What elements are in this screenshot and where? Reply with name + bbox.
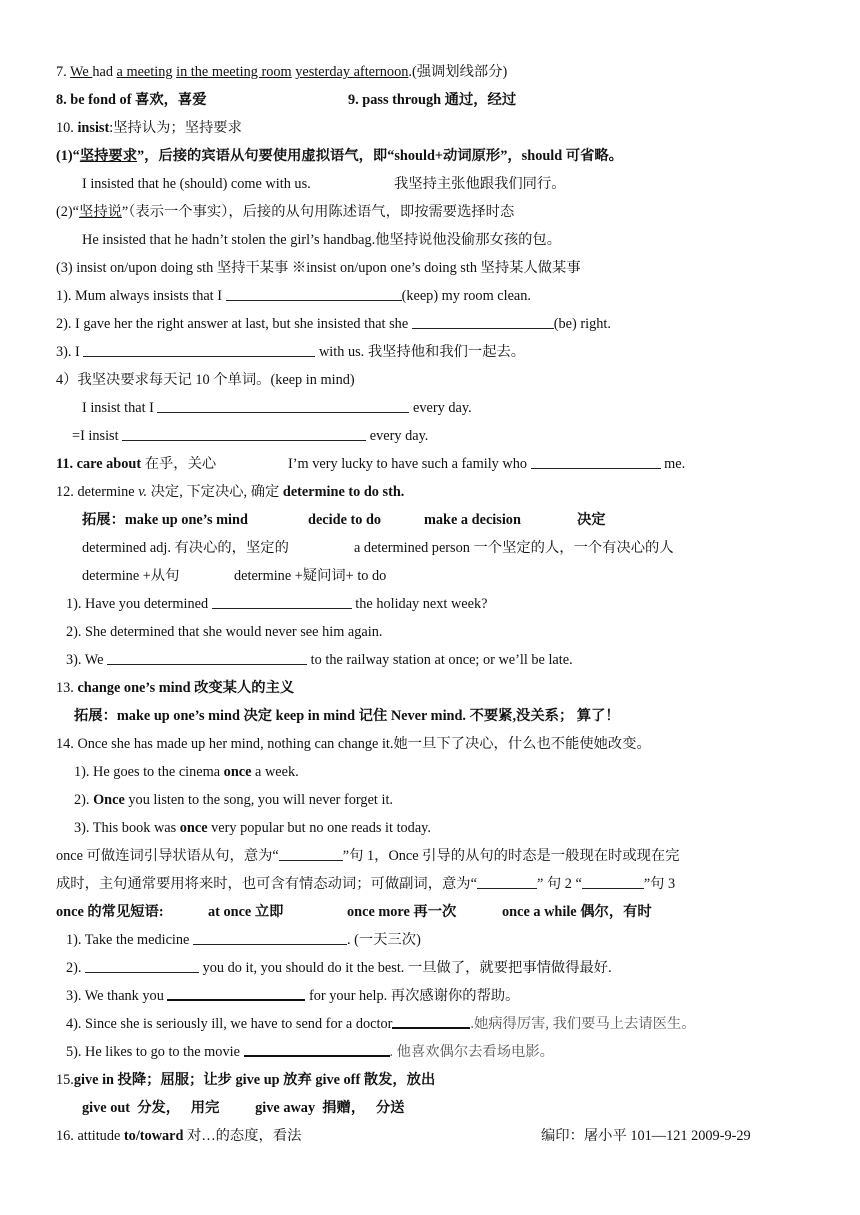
exercise-10-4: 4）我坚决要求每天记 10 个单词。(keep in mind) <box>56 372 355 388</box>
answer-blank[interactable] <box>193 930 347 945</box>
item-8-9-line <box>0 87 860 113</box>
item-7-number: 7. <box>56 64 71 80</box>
answer-blank[interactable] <box>157 398 409 413</box>
once-example-1: 1). He goes to the cinema once a week. <box>74 764 299 780</box>
insist-rule-2: (2)“坚持说”（表示一个事实），后接的从句用陈述语气，即按需要选择时态 <box>56 204 515 220</box>
insist-headword: insist <box>77 120 110 136</box>
item-9-pass-through: 9. pass through 通过，经过 <box>348 92 517 108</box>
change-ones-mind-headword: change one’s mind 改变某人的主义 <box>77 680 295 696</box>
exercise-10-1: 1). Mum always insists that I (keep) my room clean. <box>56 288 531 304</box>
underlined-insist-say: 坚持说 <box>79 204 122 220</box>
exercise-12-3: 3). We to the railway station at once; or we’ll be late. <box>66 652 573 668</box>
item-16-line: 16. attitude to/toward 对…的态度，看法 编印：屠小平 101—121 2009-9-29 <box>0 1123 860 1149</box>
item-8-be-fond-of: 8. be fond of 喜欢，喜爱 <box>56 92 207 108</box>
exercise-14-3: 3). We thank you for your help. 再次感谢你的帮助。 <box>0 983 860 1009</box>
text-had: had <box>92 64 117 80</box>
insist-meaning: :坚持认为；坚持要求 <box>109 120 242 136</box>
underlined-in-the-meeting-room: in the meeting room <box>176 64 292 80</box>
item-15-line-2: give out 分发， 用完 give away 捐赠， 分送 <box>82 1100 405 1116</box>
exercise-10-2: 2). I gave her the right answer at last, but she insisted that she (be) right. <box>56 316 611 332</box>
answer-blank[interactable] <box>392 1013 470 1029</box>
underlined-we: We <box>70 64 93 80</box>
care-about-headword: 11. care about <box>56 456 142 472</box>
answer-blank[interactable] <box>167 985 305 1001</box>
insist-rule-1: (1)“坚持要求”，后接的宾语从句要使用虚拟语气，即“should+动词原形”，should 可省略。 <box>56 148 623 164</box>
once-explanation-2: 成时，主句通常要用将来时，也可含有情态动词；可做副词，意为“ ” 句 2 “ ”句 3 <box>56 876 676 892</box>
exercise-14-5: 5). He likes to go to the movie . 他喜欢偶尔去看场电影。 <box>0 1039 860 1065</box>
underlined-insist-demand: 坚持要求 <box>79 148 138 164</box>
item-7-line <box>0 59 860 85</box>
underlined-a-meeting: a meeting <box>116 64 173 80</box>
underlined-yesterday-afternoon: yesterday afternoon <box>295 64 409 80</box>
answer-blank[interactable] <box>477 874 537 889</box>
exercise-10-3: 3). I with us. 我坚持他和我们一起去。 <box>56 344 526 360</box>
determined-adj-line: determined adj. 有决心的，坚定的 a determined person 一个坚定的人，一个有决心的人 <box>82 540 674 556</box>
answer-blank[interactable] <box>226 286 402 301</box>
exercise-12-2: 2). She determined that she would never see him again. <box>66 624 383 640</box>
item-12-line: 12. determine v. 决定, 下定决心, 确定 determine to do sth. <box>56 484 405 500</box>
item-15-line: 15.give in 投降；屈服；让步 give up 放弃 give off 散发，放出 <box>56 1072 436 1088</box>
compiler-footer: 编印：屠小平 101—121 2009-9-29 <box>541 1128 751 1144</box>
item-11-line: 11. care about 在乎，关心 I’m very lucky to have such a family who me. <box>56 456 686 472</box>
answer-blank[interactable] <box>531 454 661 469</box>
item-13-extension: 拓展：make up one’s mind 决定 keep in mind 记住 Never mind. 不要紧,没关系； 算了！ <box>74 708 620 724</box>
exercise-12-1: 1). Have you determined the holiday next week? <box>66 596 488 612</box>
answer-blank[interactable] <box>83 342 315 357</box>
determine-patterns-line: determine +从句 determine +疑问词+ to do <box>82 568 387 584</box>
answer-blank[interactable] <box>244 1041 390 1057</box>
item-13-line: 13. change one’s mind 改变某人的主义 <box>56 680 295 696</box>
insist-rule-3: (3) insist on/upon doing sth 坚持干某事 ※insist on/upon one’s doing sth 坚持某人做某事 <box>56 260 581 276</box>
item-7-note: .(强调划线部分) <box>408 64 508 80</box>
answer-blank[interactable] <box>582 874 644 889</box>
once-example-3: 3). This book was once very popular but no one reads it today. <box>74 820 431 836</box>
item-12-extension: 拓展：make up one’s mind decide to do make a decision 决定 <box>82 512 606 528</box>
determine-to-do-phrase: determine to do sth. <box>282 484 405 500</box>
answer-blank[interactable] <box>122 426 366 441</box>
item-14-line: 14. Once she has made up her mind, nothing can change it.她一旦下了决心，什么也不能使她改变。 <box>56 736 651 752</box>
answer-blank[interactable] <box>85 958 199 973</box>
exercise-14-4: 4). Since she is seriously ill, we have to send for a doctor .她病得厉害, 我们要马上去请医生。 <box>0 1011 860 1037</box>
exercise-10-4-a: I insist that I every day. <box>82 400 472 416</box>
insist-example-2: He insisted that he hadn’t stolen the girl’s handbag.他坚持说他没偷那女孩的包。 <box>82 232 562 248</box>
answer-blank[interactable] <box>107 650 307 665</box>
once-phrases-line: once 的常见短语: at once 立即 once more 再一次 once a while 偶尔，有时 <box>56 904 652 920</box>
exercise-10-4-b: =I insist every day. <box>72 428 429 444</box>
answer-blank[interactable] <box>412 314 554 329</box>
once-explanation-1: once 可做连词引导状语从句，意为“ ”句 1，Once 引导的从句的时态是一般现在时或现在完 <box>56 848 680 864</box>
answer-blank[interactable] <box>212 594 352 609</box>
item-10-line: 10. insist:坚持认为；坚持要求 <box>56 120 242 136</box>
exercise-14-2: 2). you do it, you should do it the best. 一旦做了，就要把事情做得最好. <box>66 960 612 976</box>
exercise-14-1: 1). Take the medicine . (一天三次) <box>66 932 421 948</box>
once-example-2: 2). Once you listen to the song, you will never forget it. <box>74 792 393 808</box>
answer-blank[interactable] <box>279 846 343 861</box>
insist-example-1: I insisted that he (should) come with us. 我坚持主张他跟我们同行。 <box>82 176 566 192</box>
